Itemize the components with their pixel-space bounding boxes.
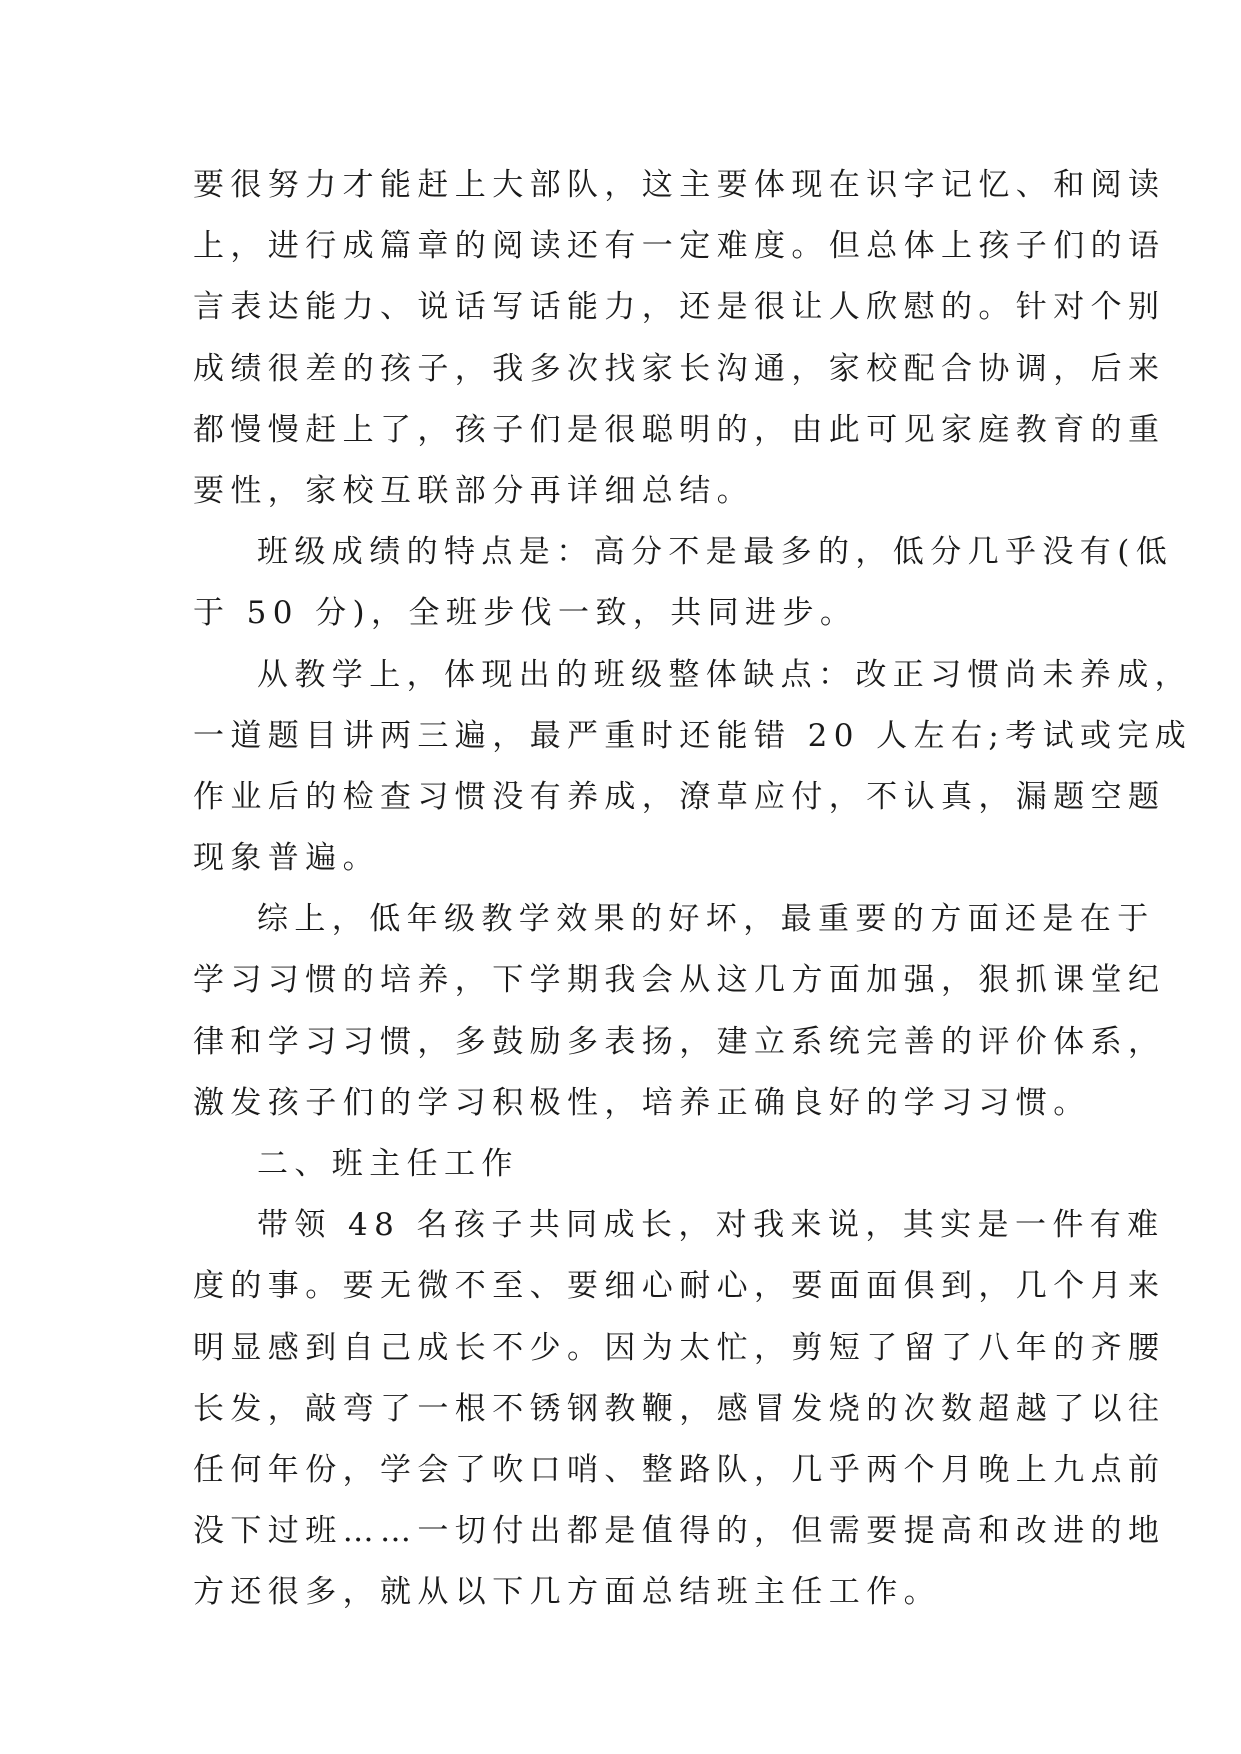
text-line: 要很努力才能赶上大部队，这主要体现在识字记忆、和阅读 [193, 167, 1166, 203]
text-line: 任何年份，学会了吹口哨、整路队，几乎两个月晚上九点前 [193, 1451, 1166, 1488]
paragraph-start-line: 从教学上，体现出的班级整体缺点：改正习惯尚未养成， [257, 656, 1192, 693]
paragraph-start-line: 班级成绩的特点是：高分不是最多的，低分几乎没有(低 [257, 534, 1174, 571]
document-body [193, 155, 1193, 1624]
text-line: 明显感到自己成长不少。因为太忙，剪短了留了八年的齐腰 [193, 1329, 1166, 1366]
paragraph-start-line: 综上，低年级教学效果的好坏，最重要的方面还是在于 [257, 901, 1155, 938]
text-line: 律和学习习惯，多鼓励多表扬，建立系统完善的评价体系， [193, 1023, 1166, 1060]
text-line: 成绩很差的孩子，我多次找家长沟通，家校配合协调，后来 [193, 350, 1166, 387]
text-line: 现象普遍。 [193, 840, 380, 877]
text-line: 言表达能力、说话写话能力，还是很让人欣慰的。针对个别 [193, 289, 1166, 326]
text-line: 于 50 分)，全班步伐一致，共同进步。 [193, 595, 858, 632]
text-line: 方还很多，就从以下几方面总结班主任工作。 [193, 1574, 941, 1611]
text-line: 度的事。要无微不至、要细心耐心，要面面俱到，几个月来 [193, 1268, 1166, 1305]
text-line: 长发，敲弯了一根不锈钢教鞭，感冒发烧的次数超越了以往 [193, 1390, 1166, 1427]
text-line: 一道题目讲两三遍，最严重时还能错 20 人左右;考试或完成 [193, 717, 1193, 754]
text-line: 作业后的检查习惯没有养成，潦草应付，不认真，漏题空题 [193, 778, 1166, 815]
text-line: 没下过班……一切付出都是值得的，但需要提高和改进的地 [193, 1513, 1166, 1550]
text-line: 都慢慢赶上了，孩子们是很聪明的，由此可见家庭教育的重 [193, 411, 1166, 448]
text-line: 上，进行成篇章的阅读还有一定难度。但总体上孩子们的语 [193, 228, 1166, 265]
text-line: 要性，家校互联部分再详细总结。 [193, 472, 754, 509]
text-line: 激发孩子们的学习积极性，培养正确良好的学习习惯。 [193, 1084, 1091, 1121]
paragraph-start-line: 带领 48 名孩子共同成长，对我来说，其实是一件有难 [257, 1207, 1165, 1244]
section-heading: 二、班主任工作 [257, 1146, 519, 1182]
text-line: 学习习惯的培养，下学期我会从这几方面加强，狠抓课堂纪 [193, 962, 1166, 999]
